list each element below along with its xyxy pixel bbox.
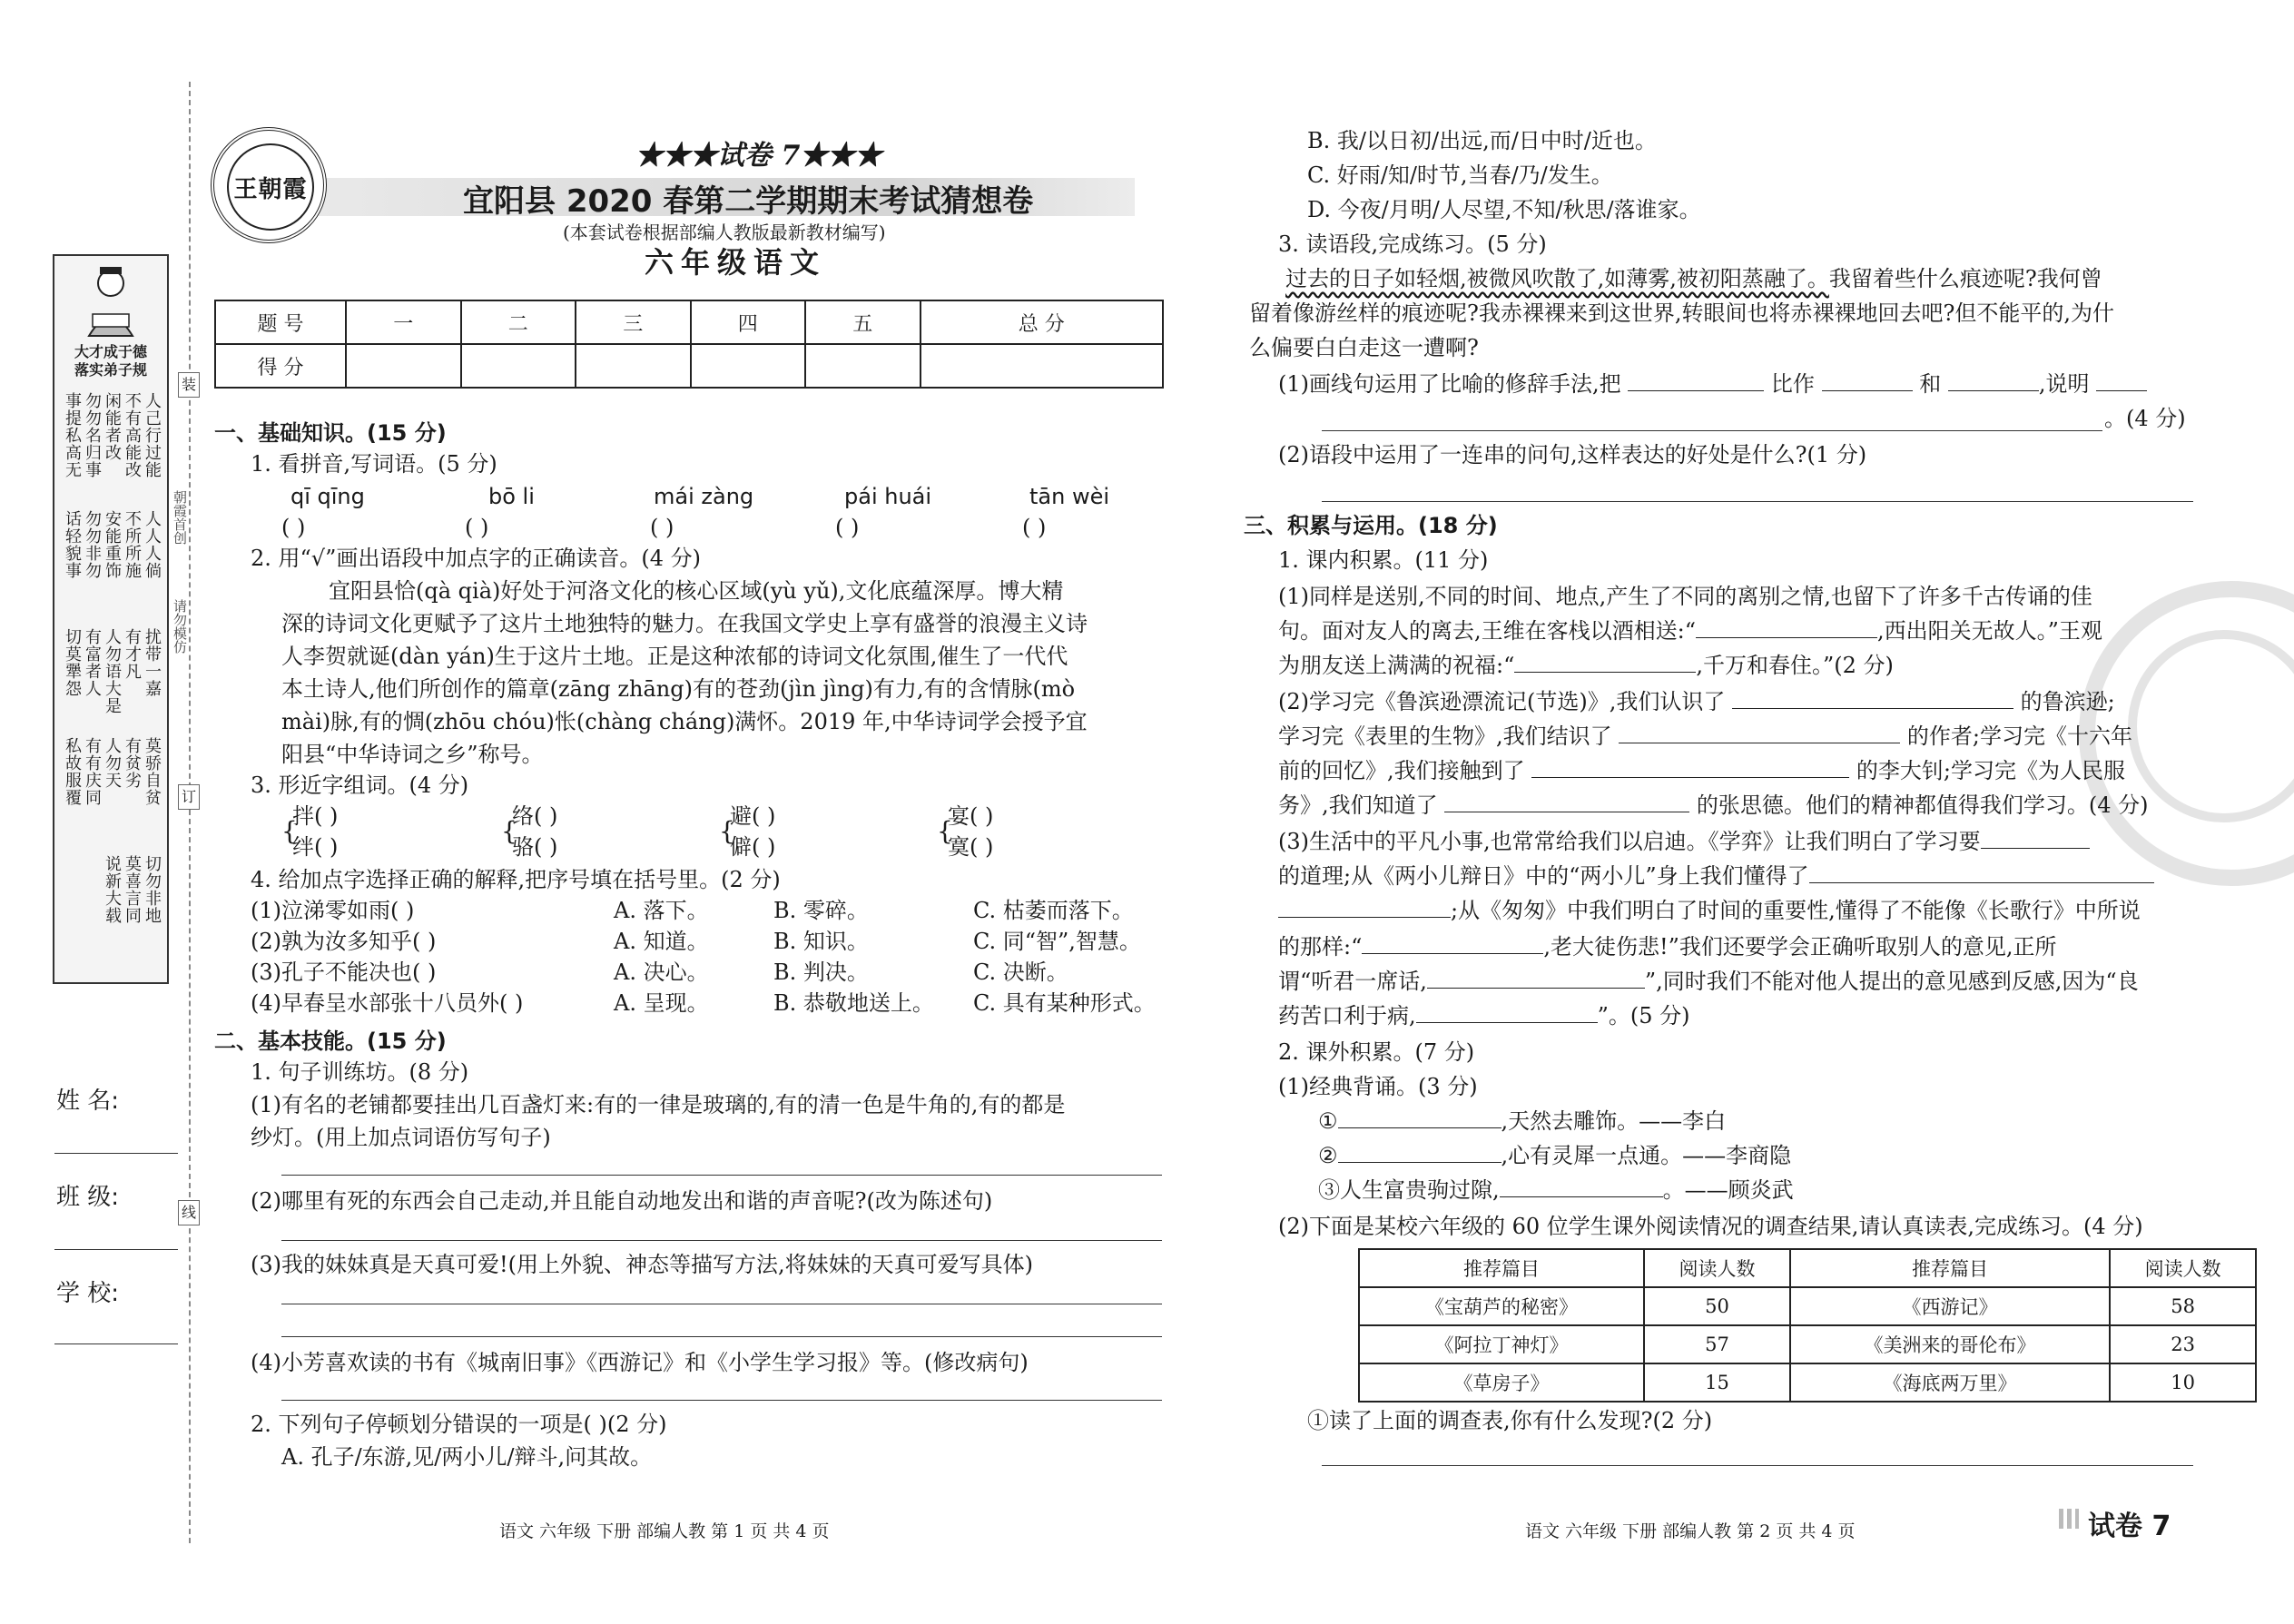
text: (1)画线句运用了比喻的修辞手法,把 bbox=[1278, 371, 1621, 397]
s3-q1-1-line: (1)同样是送别,不同的时间、地点,产生了不同的离别之情,也留下了许多千古传诵的佳 bbox=[1278, 584, 2092, 609]
motto-col: 有富者人 bbox=[83, 628, 102, 697]
survey-cell: 推荐篇目 bbox=[1790, 1249, 2110, 1287]
reading-prompt: 3. 读语段,完成练习。(5 分) bbox=[1278, 231, 1547, 257]
name-label: 姓 名: bbox=[56, 1088, 120, 1115]
text: ① bbox=[1318, 1108, 1338, 1134]
s3-q2-1-prompt: (1)经典背诵。(3 分) bbox=[1278, 1074, 1478, 1099]
s3-q1-2-line bbox=[1278, 721, 2132, 752]
q4-option: B. 知识。 bbox=[773, 929, 869, 954]
fill-blank[interactable] bbox=[1338, 1106, 1501, 1128]
binding-dashed-line bbox=[189, 82, 191, 1543]
text: 谓“听君一席话, bbox=[1278, 969, 1427, 994]
q4-option: B. 判决。 bbox=[773, 960, 869, 985]
text: 药苦口利于病, bbox=[1278, 1003, 1416, 1029]
section-2-heading: 二、基本技能。(15 分) bbox=[214, 1029, 447, 1054]
motto-col: 说新大载 bbox=[103, 855, 122, 924]
score-header-cell: 三 bbox=[576, 300, 691, 344]
fill-blank[interactable] bbox=[1444, 790, 1689, 812]
s3-q1-prompt: 1. 课内积累。(11 分) bbox=[1278, 547, 1489, 573]
s2-q2-option-a: A. 孔子/东游,见/两小儿/辩斗,问其故。 bbox=[281, 1444, 653, 1470]
pinyin-3: mái zàng bbox=[654, 484, 754, 509]
survey-cell: 阅读人数 bbox=[2110, 1249, 2256, 1287]
text: 的道理;从《两小儿辩日》中的“两小儿”身上我们懂得了 bbox=[1278, 863, 1809, 889]
motto-col: 莫喜言同 bbox=[123, 855, 142, 924]
text: 。——顾炎武 bbox=[1662, 1177, 1794, 1203]
survey-cell: 《草房子》 bbox=[1359, 1363, 1644, 1402]
s2-q1-1-line: 纱灯。(用上加点词语仿写句子) bbox=[251, 1125, 551, 1150]
paper-tag: 试卷 7 bbox=[2088, 1511, 2171, 1542]
class-label: 班 级: bbox=[56, 1184, 120, 1211]
motto-col: 闲能者改 bbox=[103, 392, 122, 461]
q4-item[interactable]: (1)泣涕零如雨( ) bbox=[251, 898, 415, 923]
text: ;从《匆匆》中我们明白了时间的重要性,懂得了不能像《长歌行》中所说 bbox=[1451, 898, 2141, 923]
motto-col: 话轻貌事 bbox=[63, 510, 82, 579]
fill-blank[interactable] bbox=[1948, 369, 2039, 391]
fill-blank[interactable] bbox=[1619, 721, 1900, 743]
fill-blank[interactable] bbox=[1278, 895, 1451, 918]
motto-text bbox=[58, 392, 163, 973]
text: ③人生富贵驹过隙, bbox=[1318, 1177, 1500, 1203]
q4-item[interactable]: (4)早春呈水部张十八员外( ) bbox=[251, 990, 524, 1016]
survey-header-row bbox=[1359, 1249, 2256, 1287]
brace-icon: { bbox=[501, 816, 517, 846]
motto-col: 有才凡 bbox=[123, 628, 142, 680]
fill-blank[interactable] bbox=[1732, 686, 2013, 709]
brace-icon: { bbox=[937, 816, 953, 846]
reading-q1-score: 。(4 分) bbox=[2104, 406, 2186, 431]
score-header-cell: 题 号 bbox=[215, 300, 346, 344]
s2-q2-prompt: 2. 下列句子停顿划分错误的一项是( )(2 分) bbox=[251, 1412, 667, 1437]
score-table bbox=[214, 300, 1164, 389]
q2-prompt: 2. 用“√”画出语段中加点字的正确读音。(4 分) bbox=[251, 546, 701, 571]
s3-q1-2-line bbox=[1278, 790, 2149, 821]
brand-logo-icon bbox=[211, 127, 327, 243]
motto-col: 事提私高无 bbox=[63, 392, 82, 478]
survey-row bbox=[1359, 1325, 2256, 1363]
scholar-icon bbox=[80, 263, 142, 340]
option-b: B. 我/以日初/出远,而/日中时/近也。 bbox=[1307, 128, 1657, 153]
tag-pattern-icon bbox=[2059, 1509, 2079, 1529]
answer-line[interactable] bbox=[281, 1240, 1162, 1241]
motto-col: 不所所施 bbox=[123, 510, 142, 579]
q3-prompt: 3. 形近字组词。(4 分) bbox=[251, 773, 469, 798]
motto-col: 勿勿名归事 bbox=[83, 392, 102, 478]
survey-cell: 《海底两万里》 bbox=[1790, 1363, 2110, 1402]
page-footer-right: 语文 六年级 下册 部编人教 第 2 页 共 4 页 bbox=[1525, 1521, 1856, 1541]
underlined-sentence: 过去的日子如轻烟,被微风吹散了,如薄雾,被初阳蒸融了。 bbox=[1285, 266, 1829, 291]
paper-label: ★★★试卷 7★★★ bbox=[635, 140, 882, 172]
q3-word[interactable]: 拌( ) bbox=[292, 803, 339, 829]
brace-icon: { bbox=[281, 816, 298, 846]
option-d: D. 今夜/月明/人尽望,不知/秋思/落谁家。 bbox=[1307, 197, 1701, 222]
pinyin-2: bō li bbox=[488, 484, 535, 509]
s3-q1-3-line bbox=[1278, 861, 2154, 891]
school-field[interactable] bbox=[54, 1343, 178, 1344]
logo-text: 王朝霞 bbox=[227, 143, 314, 231]
survey-cell: 《西游记》 bbox=[1790, 1287, 2110, 1325]
reading-survey-table bbox=[1358, 1248, 2257, 1403]
text: 比作 bbox=[1770, 371, 1815, 397]
binding-mark-xian: 线 bbox=[178, 1200, 200, 1225]
q2-text-line: 宜阳县恰(qà qià)好处于河洛文化的核心区域(yù yǔ),文化底蕴深厚。博大精 bbox=[329, 578, 1064, 604]
q4-option: A. 决心。 bbox=[614, 960, 709, 985]
fill-blank[interactable] bbox=[1809, 861, 2154, 883]
binding-mark-ding: 订 bbox=[178, 784, 200, 810]
s3-q1-3-line bbox=[1278, 895, 2141, 926]
survey-cell: 《美洲来的哥伦布》 bbox=[1790, 1325, 2110, 1363]
s2-q1-4: (4)小芳喜欢读的书有《城南旧事》《西游记》和《小学生学习报》等。(修改病句) bbox=[251, 1350, 1029, 1375]
passage-text: 我留着些什么痕迹呢?我何曾 bbox=[1828, 266, 2102, 291]
text: ”。(5 分) bbox=[1597, 1003, 1690, 1029]
fill-blank[interactable] bbox=[1416, 1000, 1598, 1023]
motto-head: 大才成于德 落实弟子规 bbox=[74, 343, 147, 379]
survey-cell: 10 bbox=[2110, 1363, 2256, 1402]
q2-text-line: mài)脉,有的惆(zhōu chóu)怅(chàng cháng)满怀。2019 年,中华诗词学会授予宜 bbox=[281, 709, 1088, 734]
text: 的张思德。他们的精神都值得我们学习。(4 分) bbox=[1696, 792, 2149, 818]
text: 和 bbox=[1919, 371, 1942, 397]
s2-q1-prompt: 1. 句子训练坊。(8 分) bbox=[251, 1059, 469, 1085]
q4-item[interactable]: (2)孰为汝多知乎( ) bbox=[251, 929, 437, 954]
answer-paren[interactable]: ( ) bbox=[465, 515, 489, 540]
motto-box bbox=[53, 254, 169, 984]
s3-q1-1-line bbox=[1278, 650, 1894, 681]
survey-cell: 《阿拉丁神灯》 bbox=[1359, 1325, 1644, 1363]
q2-text-line: 人李贺就诞(dàn yán)生于这片土地。正是这种浓郁的诗词文化氛围,催生了一代代 bbox=[281, 644, 1068, 669]
fill-blank[interactable] bbox=[1696, 615, 1877, 638]
score-cell[interactable] bbox=[346, 344, 461, 388]
motto-col: 勿勿非勿 bbox=[83, 510, 102, 579]
answer-paren[interactable]: ( ) bbox=[650, 515, 674, 540]
q4-option: C. 枯萎而落下。 bbox=[973, 898, 1134, 923]
score-cell[interactable] bbox=[805, 344, 921, 388]
poem-line-2 bbox=[1318, 1140, 1791, 1171]
text: ,西出阳关无故人。”王观 bbox=[1876, 618, 2102, 644]
survey-row bbox=[1359, 1363, 2256, 1402]
q3-word[interactable]: 宴( ) bbox=[948, 803, 994, 829]
text: 的作者;学习完《十六年 bbox=[1906, 723, 2133, 749]
seal-side-1: 朝霞首创 bbox=[172, 490, 188, 545]
fill-blank[interactable] bbox=[1362, 931, 1543, 954]
score-cell[interactable] bbox=[461, 344, 576, 388]
motto-col: 有贫劣 bbox=[123, 737, 142, 789]
section-3-heading: 三、积累与运用。(18 分) bbox=[1244, 513, 1498, 538]
motto-col: 莫骄自贫 bbox=[143, 737, 162, 806]
page-footer-left: 语文 六年级 下册 部编人教 第 1 页 共 4 页 bbox=[499, 1521, 830, 1541]
option-c: C. 好雨/知/时节,当春/乃/发生。 bbox=[1307, 162, 1613, 188]
motto-col: 人人人倘 bbox=[143, 510, 162, 579]
q4-option: A. 呈现。 bbox=[614, 990, 709, 1016]
q4-option: B. 恭敬地送上。 bbox=[773, 990, 934, 1016]
survey-cell: 阅读人数 bbox=[1644, 1249, 1790, 1287]
fill-blank[interactable] bbox=[1531, 755, 1849, 778]
name-field[interactable] bbox=[54, 1153, 178, 1154]
q3-word[interactable]: 骆( ) bbox=[512, 834, 558, 860]
q4-option: B. 零碎。 bbox=[773, 898, 869, 923]
q2-text-line: 深的诗词文化更赋予了这片土地独特的魅力。在我国文学史上享有盛誉的浪漫主义诗 bbox=[281, 611, 1088, 636]
text: ② bbox=[1318, 1143, 1338, 1168]
pinyin-4: pái huái bbox=[844, 484, 932, 509]
fill-blank[interactable] bbox=[1427, 966, 1645, 989]
text: ,心有灵犀一点通。——李商隐 bbox=[1501, 1143, 1792, 1168]
text: 句。面对友人的离去,王维在客栈以酒相送:“ bbox=[1278, 618, 1696, 644]
page-title: 宜阳县 2020 春第二学期期末考试猜想卷 bbox=[463, 183, 1034, 220]
score-table-row bbox=[215, 344, 1163, 388]
score-row-label: 得 分 bbox=[215, 344, 346, 388]
text: (2)学习完《鲁滨逊漂流记(节选)》,我们认识了 bbox=[1278, 689, 1726, 714]
q4-option: C. 决断。 bbox=[973, 960, 1068, 985]
q3-word[interactable]: 避( ) bbox=[730, 803, 776, 829]
score-header-cell: 二 bbox=[461, 300, 576, 344]
motto-col: 不有高能改 bbox=[123, 392, 142, 478]
survey-row bbox=[1359, 1287, 2256, 1325]
text: 的那样:“ bbox=[1278, 934, 1363, 960]
survey-cell: 50 bbox=[1644, 1287, 1790, 1325]
score-header-cell: 一 bbox=[346, 300, 461, 344]
survey-cell: 23 bbox=[2110, 1325, 2256, 1363]
text: 务》,我们知道了 bbox=[1278, 792, 1438, 818]
s3-q1-2-line bbox=[1278, 755, 2125, 786]
score-cell[interactable] bbox=[576, 344, 691, 388]
motto-col: 有有庆同 bbox=[83, 737, 102, 806]
text: 的鲁滨逊; bbox=[2020, 689, 2115, 714]
text: ”,同时我们不能对他人提出的意见感到反感,因为“良 bbox=[1644, 969, 2139, 994]
s3-q1-3-line bbox=[1278, 826, 2090, 857]
pinyin-5: tān wèi bbox=[1029, 484, 1110, 509]
q4-option: A. 知道。 bbox=[614, 929, 709, 954]
motto-col: 人己行过能 bbox=[143, 392, 162, 478]
motto-col: 人勿语大是 bbox=[103, 628, 122, 714]
score-header-cell: 五 bbox=[805, 300, 921, 344]
fill-blank[interactable] bbox=[1822, 369, 1913, 391]
s3-q2-2-subquestion: ①读了上面的调查表,你有什么发现?(2 分) bbox=[1307, 1408, 1713, 1433]
subject-title: 六年级语文 bbox=[645, 245, 827, 280]
q3-word[interactable]: 绊( ) bbox=[292, 834, 339, 860]
motto-col: 扰带一嘉 bbox=[143, 628, 162, 697]
answer-paren[interactable]: ( ) bbox=[281, 515, 306, 540]
q3-word[interactable]: 僻( ) bbox=[730, 834, 776, 860]
text: ,天然去雕饰。——李白 bbox=[1501, 1108, 1727, 1134]
class-field[interactable] bbox=[54, 1249, 178, 1250]
motto-col: 切勿非地 bbox=[143, 855, 162, 924]
answer-paren[interactable]: ( ) bbox=[835, 515, 860, 540]
text: 为朋友送上满满的祝福:“ bbox=[1278, 653, 1515, 678]
pinyin-1: qī qīng bbox=[290, 484, 365, 509]
text: 前的回忆》,我们接触到了 bbox=[1278, 758, 1525, 783]
q3-word[interactable]: 寞( ) bbox=[948, 834, 994, 860]
reading-passage-line: 留着像游丝样的痕迹呢?我赤裸裸来到这世界,转眼间也将赤裸裸地回去吧?但不能平的,为什 bbox=[1249, 300, 2114, 326]
fill-blank[interactable] bbox=[1514, 650, 1696, 673]
text: ,说明 bbox=[2038, 371, 2090, 397]
motto-col: 人勿天 bbox=[103, 737, 122, 789]
score-cell[interactable] bbox=[921, 344, 1164, 388]
school-label: 学 校: bbox=[56, 1280, 120, 1307]
q4-option: C. 具有某种形式。 bbox=[973, 990, 1156, 1016]
answer-line[interactable] bbox=[1322, 430, 2102, 431]
reading-passage-line: 么偏要白白走这一遭啊? bbox=[1249, 335, 1479, 360]
s3-q1-3-line bbox=[1278, 1000, 1690, 1031]
s3-q1-3-line bbox=[1278, 931, 2057, 962]
reading-q1 bbox=[1278, 369, 2147, 399]
q2-text-line: 阳县“中华诗词之乡”称号。 bbox=[281, 742, 544, 767]
score-header-cell: 四 bbox=[691, 300, 806, 344]
q4-option: A. 落下。 bbox=[614, 898, 709, 923]
q2-text-line: 本土诗人,他们所创作的篇章(zāng zhāng)有的苍劲(jìn jìng)有力,有的含情脉(mò bbox=[281, 676, 1076, 702]
s3-q2-2-prompt: (2)下面是某校六年级的 60 位学生课外阅读情况的调查结果,请认真读表,完成练习。(4 分) bbox=[1278, 1214, 2143, 1239]
text: 学习完《表里的生物》,我们结识了 bbox=[1278, 723, 1612, 749]
text: ,千万和春住。”(2 分) bbox=[1696, 653, 1894, 678]
poem-line-1 bbox=[1318, 1106, 1726, 1137]
survey-cell: 15 bbox=[1644, 1363, 1790, 1402]
brace-icon: { bbox=[719, 816, 735, 846]
s2-q1-2: (2)哪里有死的东西会自己走动,并且能自动地发出和谐的声音呢?(改为陈述句) bbox=[251, 1188, 993, 1214]
survey-cell: 推荐篇目 bbox=[1359, 1249, 1644, 1287]
fill-blank[interactable] bbox=[1628, 369, 1764, 391]
score-header-cell: 总 分 bbox=[921, 300, 1164, 344]
text: ,老大徒伤悲!”我们还要学会正确听取别人的意见,正所 bbox=[1543, 934, 2057, 960]
score-table-header-row bbox=[215, 300, 1163, 344]
text: (3)生活中的平凡小事,也常常给我们以启迪。《学弈》让我们明白了学习要 bbox=[1278, 829, 1981, 854]
survey-cell: 58 bbox=[2110, 1287, 2256, 1325]
answer-line[interactable] bbox=[281, 1336, 1162, 1337]
survey-cell: 《宝葫芦的秘密》 bbox=[1359, 1287, 1644, 1325]
answer-paren[interactable]: ( ) bbox=[1022, 515, 1047, 540]
s2-q1-3: (3)我的妹妹真是天真可爱!(用上外貌、神态等描写方法,将妹妹的天真可爱写具体) bbox=[251, 1252, 1033, 1277]
motto-col: 切莫犟怨 bbox=[63, 628, 82, 697]
q4-option: C. 同“智”,智慧。 bbox=[973, 929, 1141, 954]
s3-q1-1-line bbox=[1278, 615, 2102, 646]
s3-q1-2-line bbox=[1278, 686, 2115, 717]
fill-blank[interactable] bbox=[1500, 1175, 1663, 1197]
q4-item[interactable]: (3)孔子不能决也( ) bbox=[251, 960, 437, 985]
answer-line[interactable] bbox=[281, 1400, 1162, 1401]
answer-line[interactable] bbox=[281, 1175, 1162, 1176]
poem-line-3 bbox=[1318, 1175, 1794, 1206]
fill-blank[interactable] bbox=[1981, 826, 2090, 849]
s2-q1-1-line: (1)有名的老铺都要挂出几百盏灯来:有的一律是玻璃的,有的清一色是牛角的,有的都是 bbox=[251, 1092, 1066, 1117]
q3-word[interactable]: 络( ) bbox=[512, 803, 558, 829]
section-1-heading: 一、基础知识。(15 分) bbox=[214, 420, 447, 446]
score-cell[interactable] bbox=[691, 344, 806, 388]
subtitle-note: (本套试卷根据部编人教版最新教材编写) bbox=[563, 221, 886, 243]
motto-col: 安能重饰 bbox=[103, 510, 122, 579]
fill-blank[interactable] bbox=[1338, 1140, 1501, 1163]
q4-prompt: 4. 给加点字选择正确的解释,把序号填在括号里。(2 分) bbox=[251, 867, 781, 892]
survey-cell: 57 bbox=[1644, 1325, 1790, 1363]
q1-prompt: 1. 看拼音,写词语。(5 分) bbox=[251, 451, 497, 477]
binding-mark-zhuang: 装 bbox=[178, 372, 200, 398]
answer-line[interactable] bbox=[1322, 1465, 2193, 1466]
motto-col: 私故服覆 bbox=[63, 737, 82, 806]
reading-passage-line bbox=[1285, 263, 2102, 294]
s3-q1-3-line bbox=[1278, 966, 2139, 997]
s3-q2-prompt: 2. 课外积累。(7 分) bbox=[1278, 1039, 1475, 1065]
seal-side-2: 请勿模仿 bbox=[172, 599, 188, 654]
reading-q2: (2)语段中运用了一连串的问句,这样表达的好处是什么?(1 分) bbox=[1278, 442, 1867, 468]
answer-line[interactable] bbox=[1322, 501, 2193, 502]
text: 的李大钊;学习完《为人民服 bbox=[1856, 758, 2126, 783]
fill-blank[interactable] bbox=[2096, 369, 2147, 391]
